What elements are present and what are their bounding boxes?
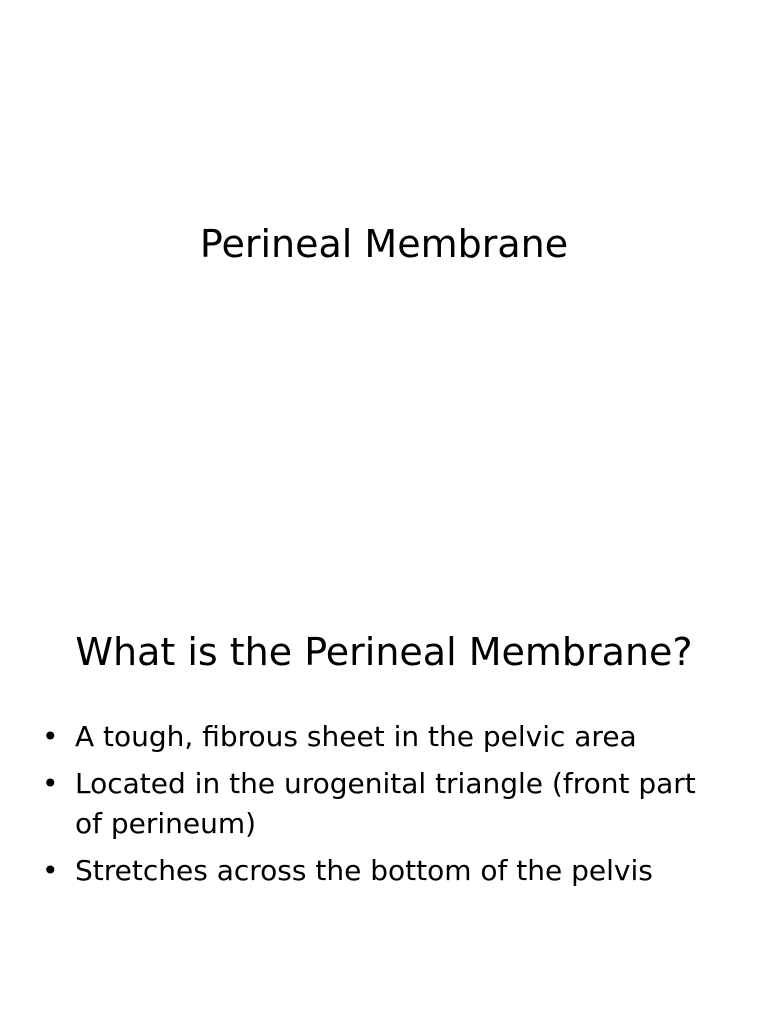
slide-title: Perineal Membrane — [199, 222, 569, 266]
bullet-icon: • — [42, 720, 59, 753]
bullet-item — [42, 764, 722, 844]
bullet-icon: • — [42, 854, 59, 887]
bullet-text: Stretches across the bottom of the pelvis — [75, 854, 653, 887]
bullet-list — [42, 717, 722, 898]
bullet-text: Located in the urogenital triangle (front part of perineum) — [75, 767, 696, 840]
bullet-item — [42, 851, 722, 891]
bullet-item — [42, 717, 722, 757]
bullet-icon: • — [42, 767, 59, 800]
bullet-text: A tough, fibrous sheet in the pelvic area — [75, 720, 637, 753]
content-heading: What is the Perineal Membrane? — [75, 630, 693, 674]
